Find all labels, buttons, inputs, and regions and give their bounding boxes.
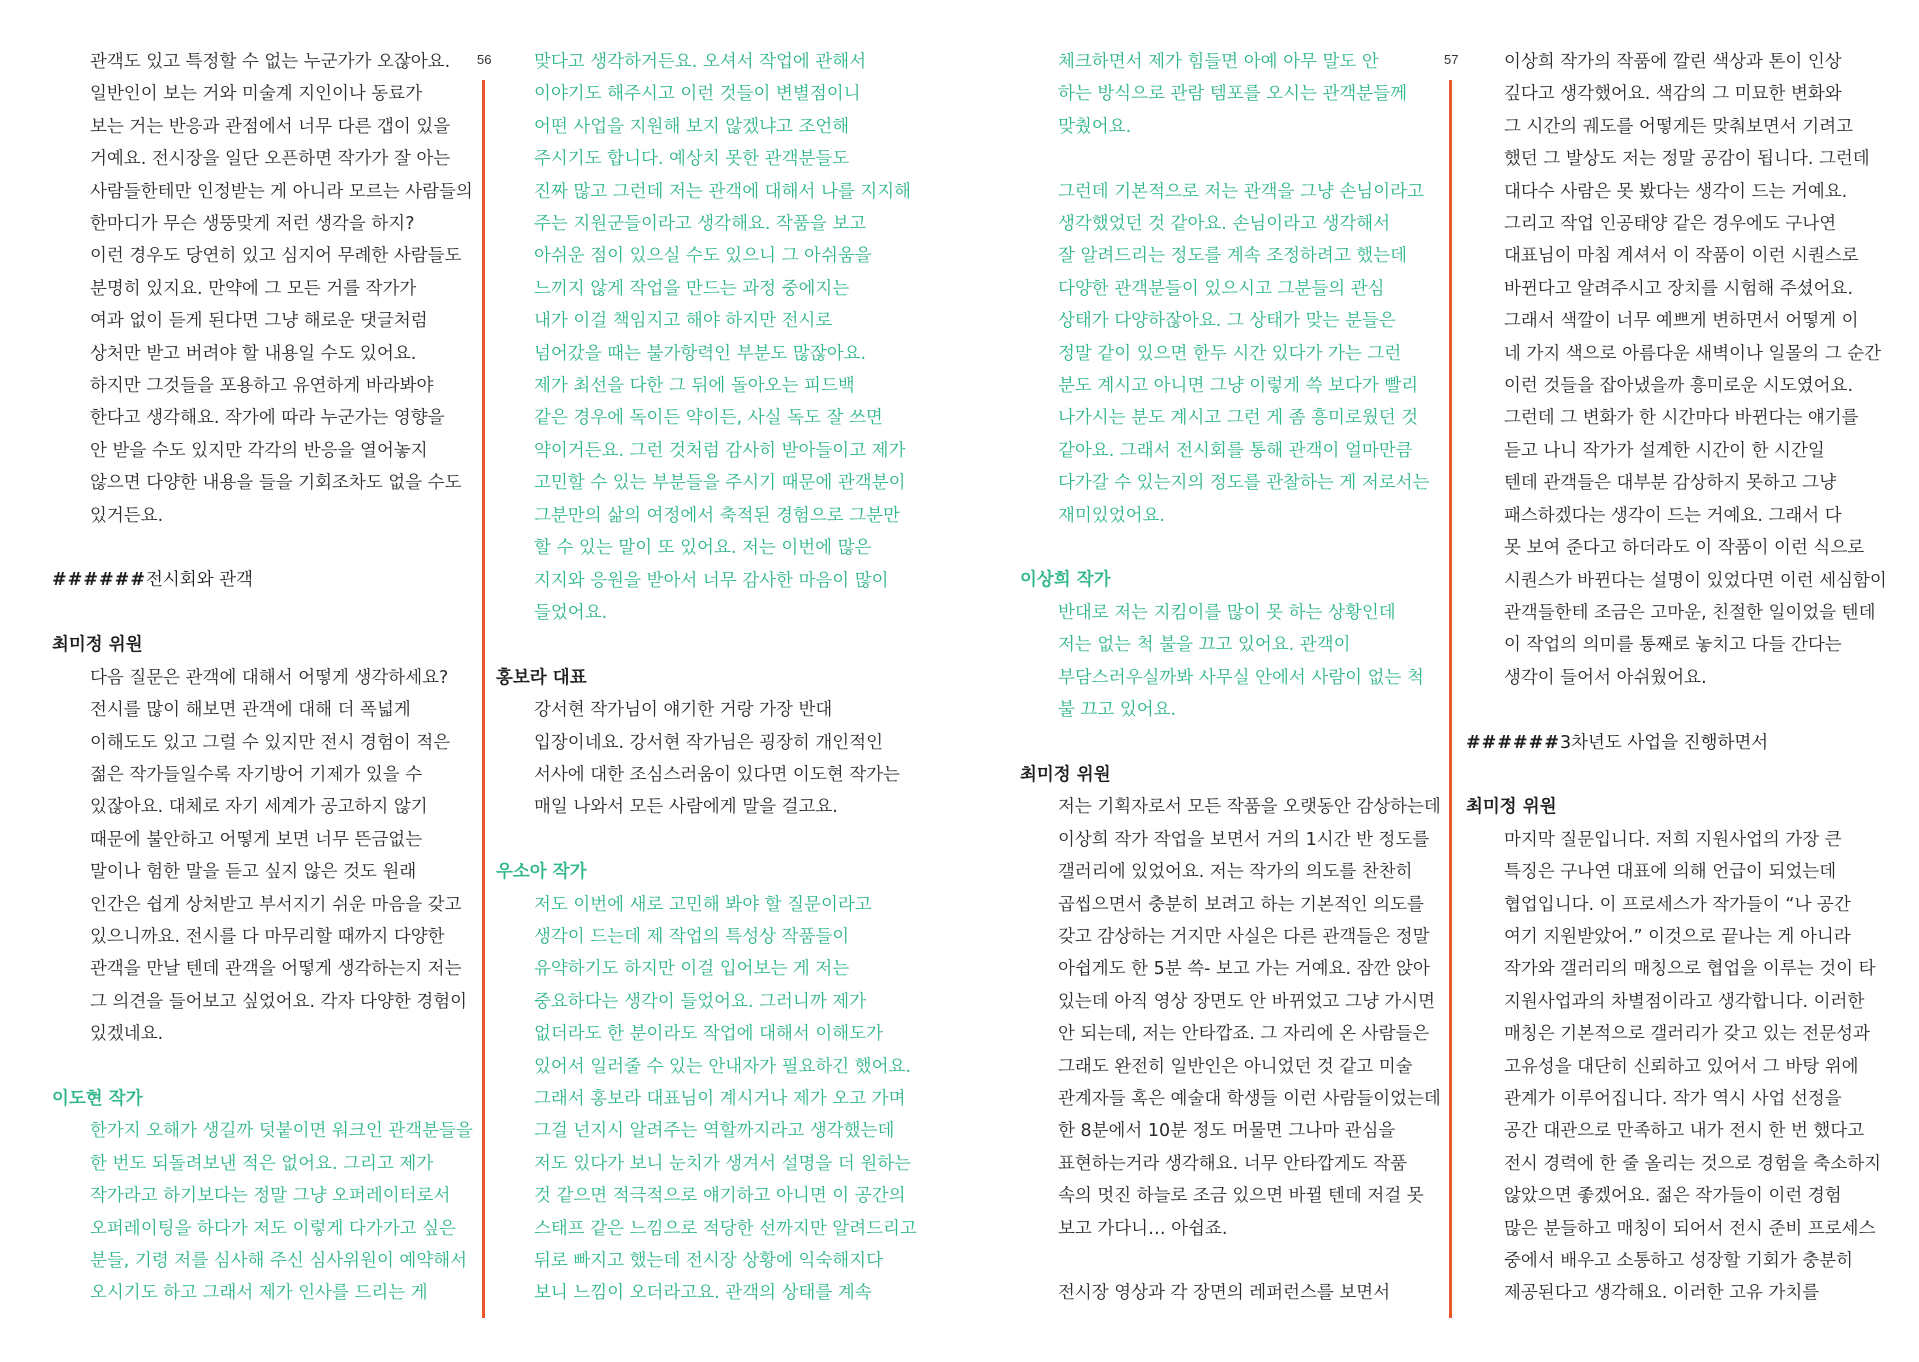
text-line: 것 같으면 적극적으로 얘기하고 아니면 이 공간의	[534, 1186, 906, 1207]
speaker-name: 홍보라 대표	[496, 667, 587, 688]
text-line: 오시기도 하고 그래서 제가 인사를 드리는 게	[90, 1283, 428, 1304]
text-line: 넘어갔을 때는 불가항력인 부분도 많잖아요.	[534, 343, 867, 364]
text-line: 듣고 나니 작가가 설계한 시간이 한 시간일	[1504, 440, 1825, 461]
text-line: 마지막 질문입니다. 저희 지원사업의 가장 큰	[1504, 829, 1842, 850]
text-line: 말이나 험한 말을 듣고 싶지 않은 것도 원래	[90, 862, 417, 883]
paragraph-gap	[1020, 1245, 1452, 1277]
speaker-name: 최미정 위원	[1466, 797, 1557, 818]
text-line: 약이거든요. 그런 것처럼 감사히 받아들이고 제가	[534, 440, 906, 461]
section-heading	[1466, 727, 1898, 759]
text-line: 공간 대관으로 만족하고 내가 전시 한 번 했다고	[1504, 1121, 1865, 1142]
text-line: 아쉽게도 한 5분 쓱- 보고 가는 거예요. 잠깐 앉아	[1058, 959, 1430, 980]
text-line: 매칭은 기본적으로 갤러리가 갖고 있는 전문성과	[1504, 1024, 1870, 1045]
text-line: 않으면 다양한 내용을 들을 기회조차도 없을 수도	[90, 473, 462, 494]
text-line: 분들, 기령 저를 심사해 주신 심사위원이 예약해서	[90, 1250, 468, 1271]
text-line: 한가지 오해가 생길까 덧붙이면 워크인 관객분들을	[90, 1121, 473, 1142]
text-line: 주시기도 합니다. 예상치 못한 관객분들도	[534, 149, 850, 170]
text-line: 할 수 있는 말이 또 있어요. 저는 이번에 많은	[534, 538, 872, 559]
text-line: 중요하다는 생각이 들었어요. 그러니까 제가	[534, 991, 867, 1012]
text-line: 여기 지원받았어.” 이것으로 끝나는 게 아니라	[1504, 926, 1851, 947]
text-line: 불 끄고 있어요.	[1058, 700, 1177, 721]
heading-marker: ######	[1466, 732, 1560, 753]
text-line: 못 보여 준다고 하더라도 이 작품이 이런 식으로	[1504, 538, 1865, 559]
text-line: 특징은 구나연 대표에 의해 언급이 되었는데	[1504, 862, 1837, 883]
text-line: 고민할 수 있는 부분들을 주시기 때문에 관객분이	[534, 473, 906, 494]
text-line: 있어서 일러줄 수 있는 안내자가 필요하긴 했어요.	[534, 1056, 912, 1077]
text-line: 반대로 저는 지킴이를 많이 못 하는 상황인데	[1058, 602, 1396, 623]
text-line: 느끼지 않게 작업을 만드는 과정 중에지는	[534, 278, 850, 299]
paragraph-gap	[1466, 694, 1898, 726]
text-line: 이상희 작가 작업을 보면서 거의 1시간 반 정도를	[1058, 829, 1430, 850]
text-line: 전시를 많이 해보면 관객에 대해 더 폭넓게	[90, 700, 411, 721]
text-line: 저도 이번에 새로 고민해 봐야 할 질문이라고	[534, 894, 872, 915]
text-line: 갖고 감상하는 거지만 사실은 다른 관객들은 정말	[1058, 926, 1430, 947]
text-line: 제공된다고 생각해요. 이러한 고유 가치를	[1504, 1283, 1820, 1304]
paragraph	[496, 46, 928, 629]
text-line: 한 번도 되돌려보낸 적은 없어요. 그리고 제가	[90, 1153, 434, 1174]
text-line: 상처만 받고 버려야 할 내용일 수도 있어요.	[90, 343, 417, 364]
text-line: 하는 방식으로 관람 템포를 오시는 관객분들께	[1058, 84, 1408, 105]
paragraph-gap	[52, 597, 484, 629]
text-line: 보니 느낌이 오더라고요. 관객의 상태를 계속	[534, 1283, 872, 1304]
text-line: 스태프 같은 느낌으로 적당한 선까지만 알려드리고	[534, 1218, 917, 1239]
text-line: 고유성을 대단히 신뢰하고 있어서 그 바탕 위에	[1504, 1056, 1859, 1077]
text-line: 한다고 생각해요. 작가에 따라 누군가는 영향을	[90, 408, 445, 429]
text-line: 다음 질문은 관객에 대해서 어떻게 생각하세요?	[90, 667, 449, 688]
speaker-name: 최미정 위원	[52, 635, 143, 656]
paragraph	[1466, 824, 1898, 1310]
text-line: 잘 알려드리는 정도를 계속 조정하려고 했는데	[1058, 246, 1408, 267]
text-line: 있으니까요. 전시를 다 마무리할 때까지 다양한	[90, 926, 445, 947]
text-line: 분도 계시고 아니면 그냥 이렇게 쓱 보다가 빨리	[1058, 376, 1419, 397]
text-line: 바뀐다고 알려주시고 장치를 시험해 주셨어요.	[1504, 278, 1854, 299]
text-line: 관객들한테 조금은 고마운, 친절한 일이었을 텐데	[1504, 602, 1876, 623]
paragraph-gap	[1020, 727, 1452, 759]
text-line: 일반인이 보는 거와 미술계 지인이나 동료가	[90, 84, 423, 105]
page-number-right: 57	[1444, 52, 1459, 67]
text-line: 갤러리에 있었어요. 저는 작가의 의도를 찬찬히	[1058, 862, 1413, 883]
text-line: 인간은 쉽게 상처받고 부서지기 쉬운 마음을 갖고	[90, 894, 462, 915]
text-line: 정말 같이 있으면 한두 시간 있다가 가는 그런	[1058, 343, 1402, 364]
text-line: 맞다고 생각하거든요. 오셔서 작업에 관해서	[534, 52, 867, 72]
text-line: 대표님이 마침 계셔서 이 작품이 이런 시퀀스로	[1504, 246, 1859, 267]
text-line: 같은 경우에 독이든 약이든, 사실 독도 잘 쓰면	[534, 408, 883, 429]
text-line: 같아요. 그래서 전시회를 통해 관객이 얼마만큼	[1058, 440, 1413, 461]
text-line: 분명히 있지요. 만약에 그 모든 거를 작가가	[90, 278, 417, 299]
text-line: 생각했었던 것 같아요. 손님이라고 생각해서	[1058, 214, 1391, 235]
text-line: 있는데 아직 영상 장면도 안 바뀌었고 그냥 가시면	[1058, 991, 1436, 1012]
text-line: 안 받을 수도 있지만 각각의 반응을 열어놓지	[90, 440, 428, 461]
text-line: 들었어요.	[534, 602, 608, 623]
text-line: 하지만 그것들을 포용하고 유연하게 바라봐야	[90, 376, 434, 397]
paragraph	[1020, 176, 1452, 532]
text-line: 그리고 작업 인공태양 같은 경우에도 구나연	[1504, 214, 1837, 235]
text-line: 전시장 영상과 각 장면의 레퍼런스를 보면서	[1058, 1283, 1391, 1304]
text-line: 작가와 갤러리의 매칭으로 협업을 이루는 것이 타	[1504, 959, 1876, 980]
text-line: 상태가 다양하잖아요. 그 상태가 맞는 분들은	[1058, 311, 1396, 332]
heading-text: 3차년도 사업을 진행하면서	[1559, 732, 1769, 753]
text-line: 작가라고 하기보다는 정말 그냥 오퍼레이터로서	[90, 1186, 451, 1207]
text-line: 시퀀스가 바뀐다는 설명이 있었다면 이런 세심함이	[1504, 570, 1887, 591]
paragraph-gap	[1466, 759, 1898, 791]
speaker-name: 이도현 작가	[52, 1088, 143, 1109]
text-line: 여과 없이 듣게 된다면 그냥 해로운 댓글처럼	[90, 311, 428, 332]
text-line: 협업입니다. 이 프로세스가 작가들이 “나 공간	[1504, 894, 1851, 915]
heading-text: 전시회와 관객	[145, 570, 253, 591]
text-line: 속의 멋진 하늘로 조금 있으면 바뀔 텐데 저걸 못	[1058, 1186, 1424, 1207]
speaker-name: 우소아 작가	[496, 862, 587, 883]
paragraph	[496, 889, 928, 1310]
text-line: 부담스러우실까봐 사무실 안에서 사람이 없는 척	[1058, 667, 1424, 688]
paragraph	[1020, 1277, 1452, 1309]
text-line: 패스하겠다는 생각이 드는 거예요. 그래서 다	[1504, 505, 1842, 526]
paragraph	[52, 46, 484, 532]
paragraph-gap	[496, 824, 928, 856]
column-4	[1466, 46, 1898, 1310]
text-line: 때문에 불안하고 어떻게 보면 너무 뜬금없는	[90, 829, 423, 850]
column-2	[496, 46, 928, 1310]
text-line: 그런데 그 변화가 한 시간마다 바뀐다는 얘기를	[1504, 408, 1859, 429]
text-line: 그분만의 삶의 여정에서 축적된 경험으로 그분만	[534, 505, 900, 526]
text-line: 많은 분들하고 매칭이 되어서 전시 준비 프로세스	[1504, 1218, 1876, 1239]
text-line: 보는 거는 반응과 관점에서 너무 다른 갭이 있을	[90, 116, 451, 137]
text-line: 했던 그 발상도 저는 정말 공감이 됩니다. 그런데	[1504, 149, 1870, 170]
text-line: 재미있었어요.	[1058, 505, 1165, 526]
text-line: 뒤로 빠지고 했는데 전시장 상황에 익숙해지다	[534, 1251, 884, 1271]
text-line: 지지와 응원을 받아서 너무 감사한 마음이 많이	[534, 570, 889, 591]
paragraph	[1020, 791, 1452, 1245]
text-line: 있겠네요.	[90, 1024, 164, 1045]
text-line: 안 되는데, 저는 안타깝죠. 그 자리에 온 사람들은	[1058, 1024, 1430, 1045]
text-line: 그 의견을 들어보고 싶었어요. 각자 다양한 경험이	[90, 991, 468, 1012]
speaker-name: 최미정 위원	[1020, 764, 1111, 785]
text-line: 나가시는 분도 계시고 그런 게 좀 흥미로웠던 것	[1058, 408, 1419, 429]
text-line: 그 시간의 궤도를 어떻게든 맞춰보면서 기려고	[1504, 116, 1854, 137]
text-line: 서사에 대한 조심스러움이 있다면 이도현 작가는	[534, 764, 900, 785]
text-line: 대다수 사람은 못 봤다는 생각이 드는 거예요.	[1504, 181, 1848, 202]
paragraph-gap	[1020, 143, 1452, 175]
text-line: 거예요. 전시장을 일단 오픈하면 작가가 잘 아는	[90, 149, 451, 170]
text-line: 다가갈 수 있는지의 정도를 관찰하는 게 저로서는	[1058, 473, 1430, 494]
text-line: 그래서 색깔이 너무 예쁘게 변하면서 어떻게 이	[1504, 311, 1859, 332]
text-line: 입장이네요. 강서현 작가님은 굉장히 개인적인	[534, 732, 884, 753]
text-line: 진짜 많고 그런데 저는 관객에 대해서 나를 지지해	[534, 181, 912, 202]
text-line: 생각이 들어서 아쉬웠어요.	[1504, 667, 1707, 688]
paragraph	[496, 694, 928, 824]
text-line: 있거든요.	[90, 505, 164, 526]
text-line: 표현하는거라 생각해요. 너무 안타깝게도 작품	[1058, 1153, 1408, 1174]
text-line: 깊다고 생각했어요. 색감의 그 미묘한 변화와	[1504, 84, 1842, 105]
paragraph-gap	[52, 1051, 484, 1083]
text-line: 이런 것들을 잡아냈을까 흥미로운 시도였어요.	[1504, 376, 1854, 397]
text-line: 제가 최선을 다한 그 뒤에 돌아오는 피드백	[534, 376, 855, 397]
text-line: 있잖아요. 대체로 자기 세계가 공고하지 않기	[90, 797, 428, 818]
paragraph-gap	[496, 629, 928, 661]
text-line: 한 8분에서 10분 정도 머물면 그나마 관심을	[1058, 1121, 1396, 1142]
text-line: 오퍼레이팅을 하다가 저도 이렇게 다가가고 싶은	[90, 1218, 456, 1239]
column-1	[52, 46, 484, 1310]
text-line: 곱씹으면서 충분히 보려고 하는 기본적인 의도를	[1058, 894, 1424, 915]
paragraph	[1466, 46, 1898, 694]
text-line: 관객도 있고 특정할 수 없는 누군가가 오잖아요.	[90, 52, 451, 72]
text-line: 네 가지 색으로 아름다운 새벽이나 일몰의 그 순간	[1504, 343, 1882, 364]
text-line: 이상희 작가의 작품에 깔린 색상과 톤이 인상	[1504, 52, 1842, 72]
paragraph	[1020, 597, 1452, 727]
text-line: 이런 경우도 당연히 있고 심지어 무례한 사람들도	[90, 246, 462, 267]
text-line: 어떤 사업을 지원해 보지 않겠냐고 조언해	[534, 116, 850, 137]
text-line: 그래서 홍보라 대표님이 계시거나 제가 오고 가며	[534, 1088, 906, 1109]
text-line: 생각이 드는데 제 작업의 특성상 작품들이	[534, 926, 850, 947]
text-line: 저는 기획자로서 모든 작품을 오랫동안 감상하는데	[1058, 797, 1441, 818]
text-line: 저도 있다가 보니 눈치가 생겨서 설명을 더 원하는	[534, 1153, 912, 1174]
text-line: 아쉬운 점이 있으실 수도 있으니 그 아쉬움을	[534, 246, 872, 267]
text-line: 전시 경력에 한 줄 올리는 것으로 경험을 축소하지	[1504, 1153, 1882, 1174]
text-line: 그런데 기본적으로 저는 관객을 그냥 손님이라고	[1058, 181, 1424, 202]
text-line: 주는 지원군들이라고 생각해요. 작품을 보고	[534, 214, 867, 235]
paragraph	[1020, 46, 1452, 143]
text-line: 관계가 이루어집니다. 작가 역시 사업 선정을	[1504, 1088, 1842, 1109]
text-line: 그걸 넌지시 알려주는 역할까지라고 생각했는데	[534, 1121, 895, 1142]
text-line: 체크하면서 제가 힘들면 아예 아무 말도 안	[1058, 52, 1379, 72]
text-line: 보고 가다니… 아쉽죠.	[1058, 1218, 1228, 1239]
speaker-name: 이상희 작가	[1020, 570, 1111, 591]
text-line: 없더라도 한 분이라도 작업에 대해서 이해도가	[534, 1024, 884, 1045]
text-line: 텐데 관객들은 대부분 감상하지 못하고 그냥	[1504, 473, 1837, 494]
text-line: 다양한 관객분들이 있으시고 그분들의 관심	[1058, 278, 1385, 299]
text-line: 중에서 배우고 소통하고 성장할 기회가 충분히	[1504, 1251, 1854, 1271]
text-line: 젊은 작가들일수록 자기방어 기제가 있을 수	[90, 764, 423, 785]
text-line: 지원사업과의 차별점이라고 생각합니다. 이러한	[1504, 991, 1865, 1012]
text-line: 한마디가 무슨 생뚱맞게 저런 생각을 하지?	[90, 214, 415, 235]
page-number-left: 56	[477, 52, 492, 67]
section-heading	[52, 564, 484, 596]
text-line: 이 작업의 의미를 통째로 놓치고 다들 간다는	[1504, 635, 1842, 656]
paragraph-gap	[1020, 532, 1452, 564]
text-line: 사람들한테만 인정받는 게 아니라 모르는 사람들의	[90, 181, 473, 202]
text-line: 유약하기도 하지만 이걸 입어보는 게 저는	[534, 959, 850, 980]
text-line: 맞췄어요.	[1058, 116, 1132, 137]
paragraph	[52, 1115, 484, 1309]
text-line: 이야기도 해주시고 이런 것들이 변별점이니	[534, 84, 861, 105]
text-line: 내가 이걸 책임지고 해야 하지만 전시로	[534, 311, 833, 332]
text-line: 저는 없는 척 불을 끄고 있어요. 관객이	[1058, 635, 1351, 656]
text-line: 매일 나와서 모든 사람에게 말을 걸고요.	[534, 797, 838, 818]
right-page-rule	[1449, 80, 1452, 1318]
text-line: 강서현 작가님이 얘기한 거랑 가장 반대	[534, 700, 833, 721]
left-page-rule	[482, 80, 485, 1318]
text-line: 관계자들 혹은 예술대 학생들 이런 사람들이었는데	[1058, 1088, 1441, 1109]
heading-marker: ######	[52, 570, 146, 591]
paragraph-gap	[52, 532, 484, 564]
paragraph	[52, 662, 484, 1051]
text-line: 않았으면 좋겠어요. 젊은 작가들이 이런 경험	[1504, 1186, 1842, 1207]
column-3	[1020, 46, 1452, 1310]
text-line: 이해도도 있고 그럴 수 있지만 전시 경험이 적은	[90, 732, 451, 753]
text-line: 관객을 만날 텐데 관객을 어떻게 생각하는지 저는	[90, 959, 462, 980]
text-line: 그래도 완전히 일반인은 아니었던 것 같고 미술	[1058, 1056, 1413, 1077]
